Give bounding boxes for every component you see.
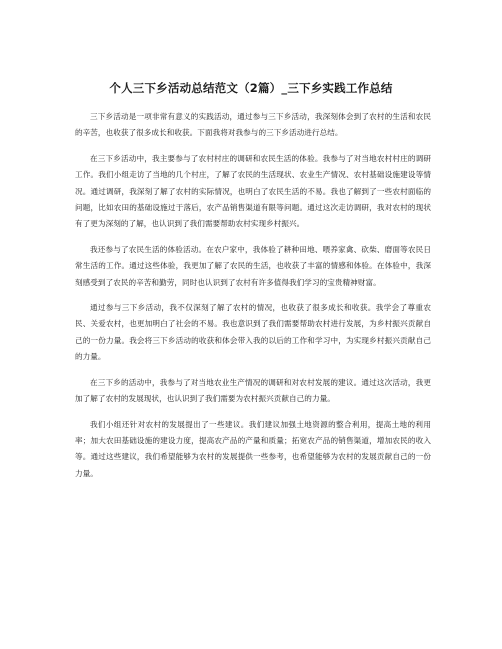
paragraph-1: 三下乡活动是一项非常有意义的实践活动，通过参与三下乡活动，我深刻体会到了农村的生活和农民的辛苦，也收获了很多成长和收获。下面我将对我参与的三下乡活动进行总结。	[75, 112, 431, 138]
paragraph-3: 我还参与了农民生活的体验活动。在农户家中，我体验了耕种田地、喂养家禽、砍柴、磨面等农民日常生活的工作。通过这些体验，我更加了解了农民的生活，也收获了丰富的情感和体验。在体验中，我深刻感受到了农民的辛苦和勤劳，同时也认识到了农村有许多值得我们学习的宝贵精神财富。	[75, 244, 431, 287]
paragraph-6: 我们小组还针对农村的发展提出了一些建议。我们建议加强土地资源的整合利用，提高土地的利用率；加大农田基础设施的建设力度，提高农产品的产量和质量；拓宽农产品的销售渠道，增加农民的收入等。通过这些建议，我们希望能够为农村的发展提供一些参考，也希望能够为农村的发展贡献自己的一份力量。	[75, 419, 431, 478]
document-title: 个人三下乡活动总结范文（2篇）_三下乡实践工作总结	[109, 81, 393, 95]
paragraph-2: 在三下乡活动中，我主要参与了农村村庄的调研和农民生活的体验。我参与了对当地农村村庄的调研工作。我们小组走访了当地的几个村庄，了解了农民的生活现状、农业生产情况、农村基础设施建设等情况。通过调研，我深刻了解了农村的实际情况，也明白了农民生活的不易。我也了解到了一些农村面临的问题，比如农田的基础设施过于落后，农产品销售渠道有限等问题。通过这次走访调研，我对农村的现状有了更为深刻的了解，也认识到了我们需要帮助农村实现乡村振兴。	[75, 153, 431, 229]
paragraph-5: 在三下乡的活动中，我参与了对当地农业生产情况的调研和对农村发展的建议。通过这次活动，我更加了解了农村的发展现状，也认识到了我们需要为农村振兴贡献自己的力量。	[75, 377, 431, 404]
paragraph-4: 通过参与三下乡活动，我不仅深刻了解了农村的情况，也收获了很多成长和收获。我学会了尊重农民、关爱农村，也更加明白了社会的不易。我也意识到了我们需要帮助农村进行发展，为乡村振兴贡献自己的一份力量。我会将三下乡活动的收获和体会带入我的以后的工作和学习中，为实现乡村振兴贡献自己的力量。	[75, 303, 431, 362]
document-body	[75, 109, 431, 491]
